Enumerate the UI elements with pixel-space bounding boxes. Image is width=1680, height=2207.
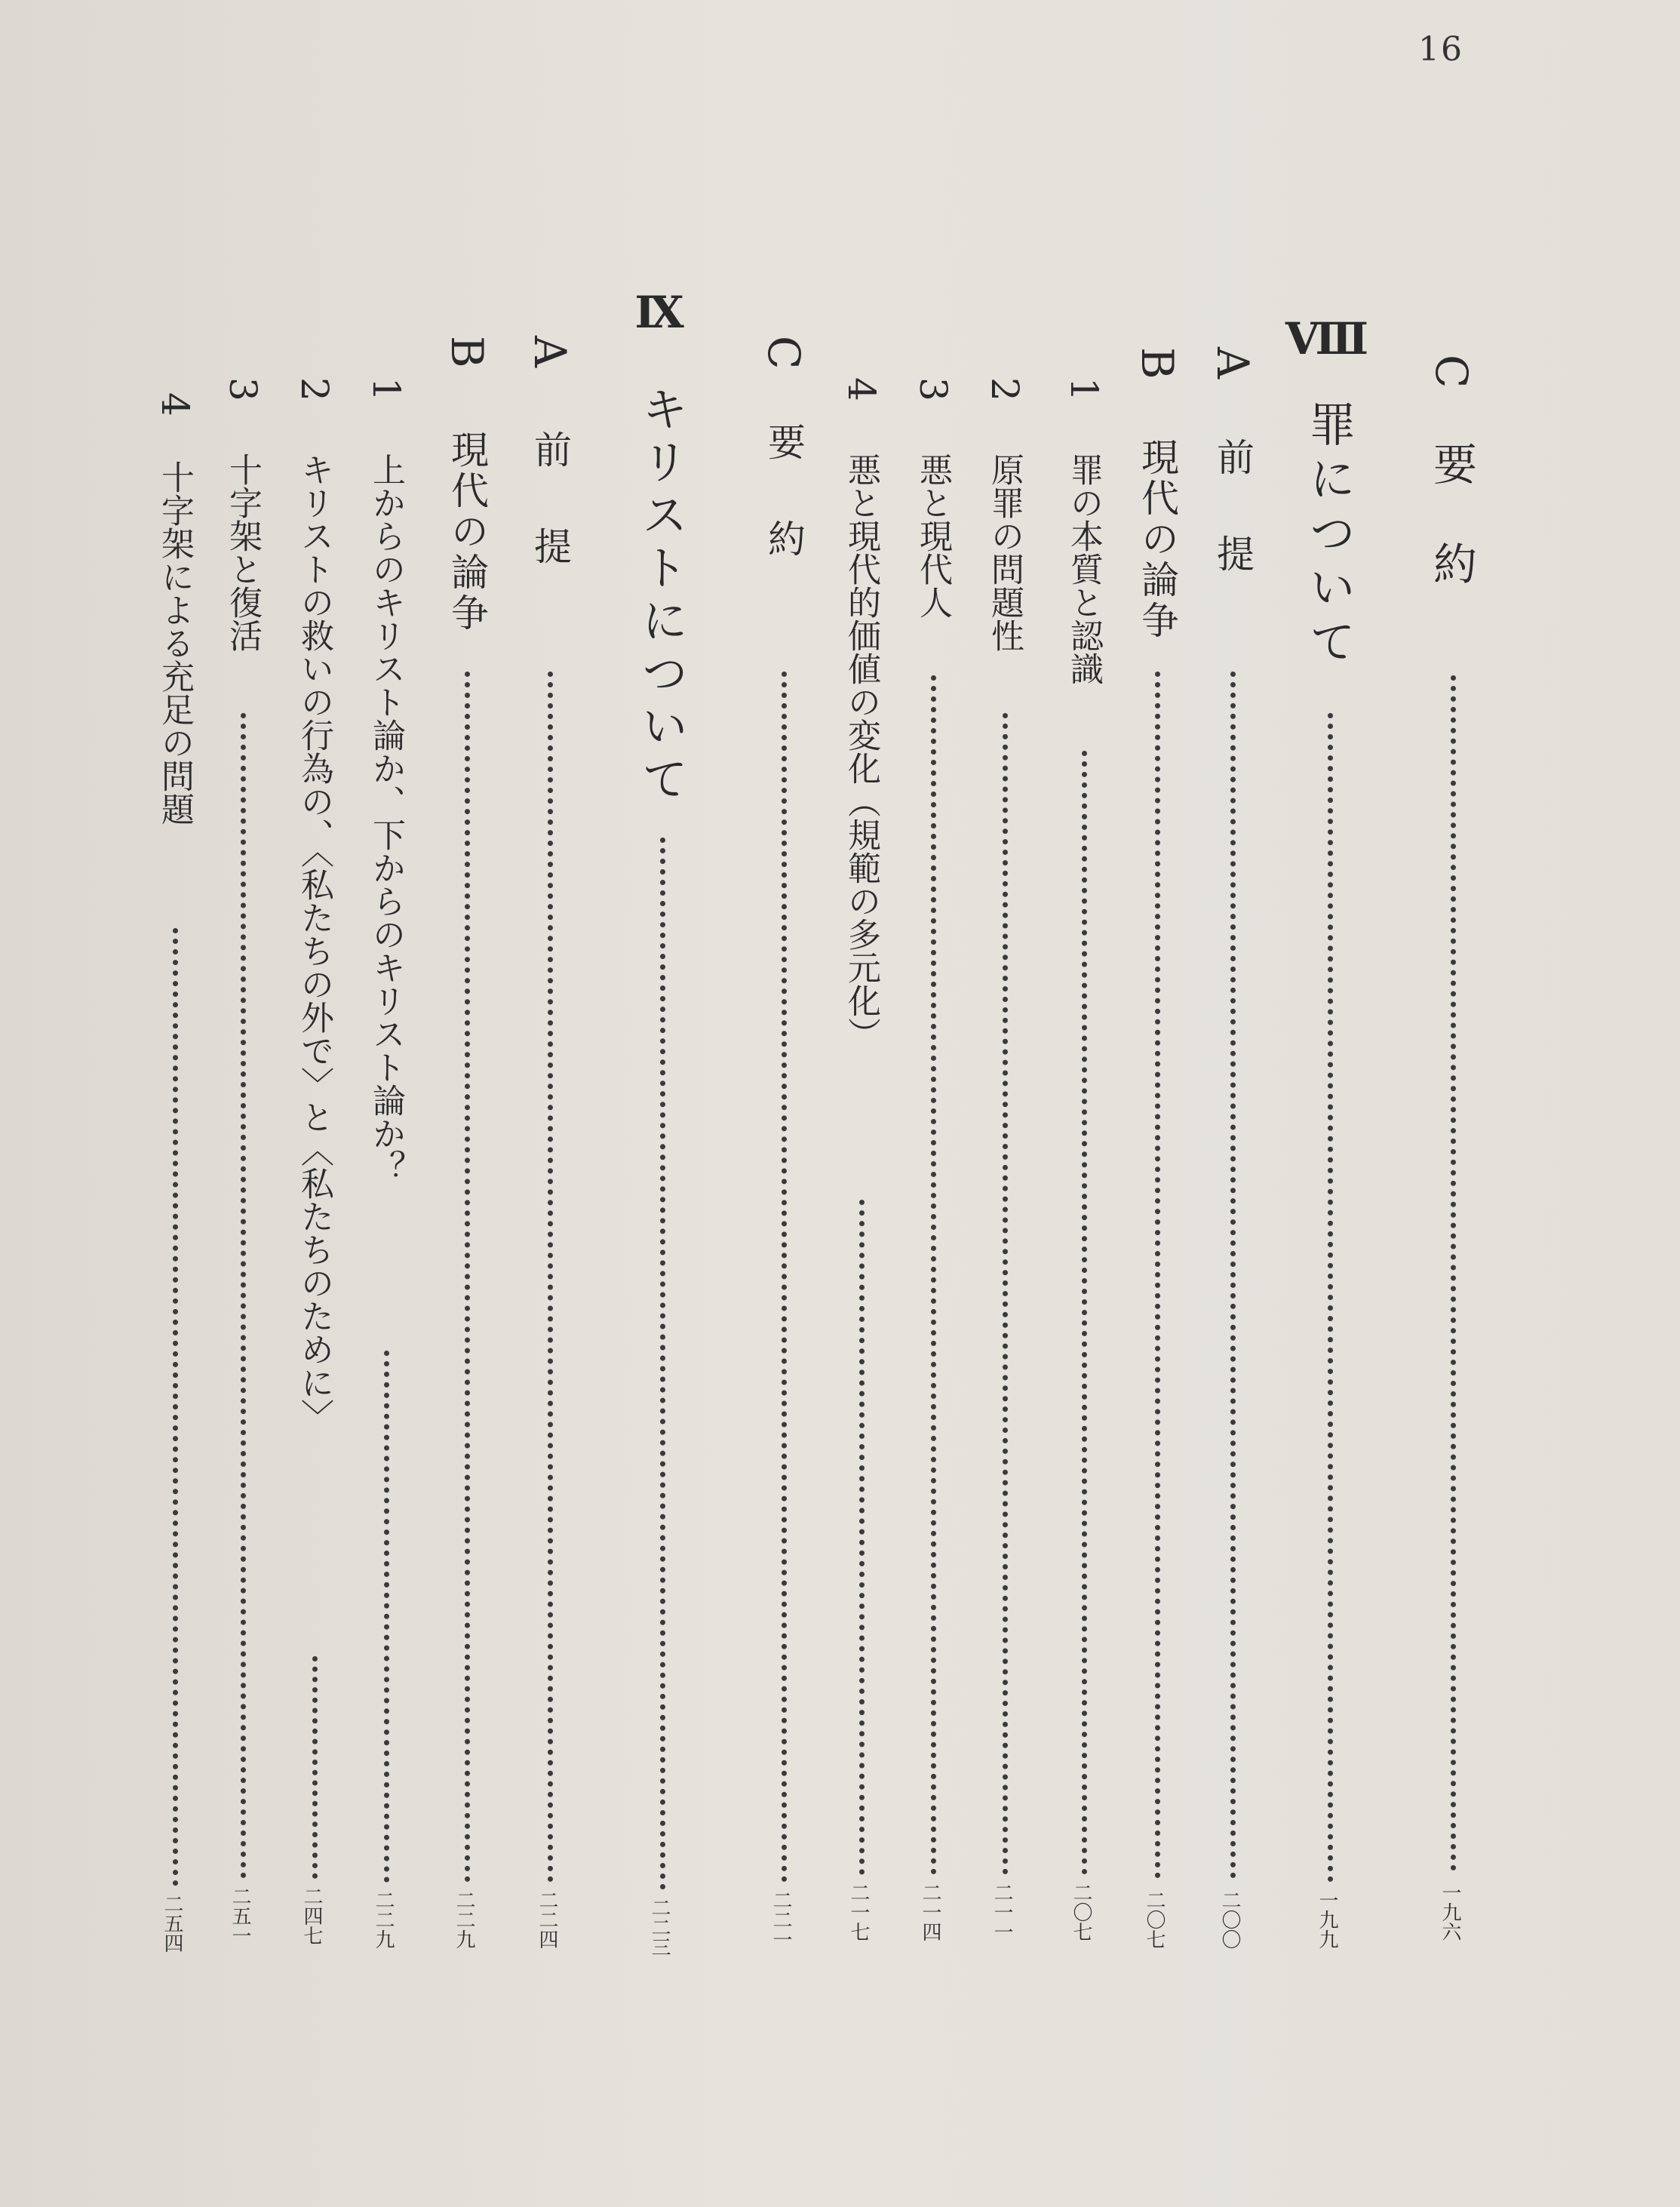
leader-dots (1003, 713, 1008, 1875)
entry-title: キリストの救いの行為の、〈私たちの外で〉と〈私たちのために〉 (295, 453, 333, 1432)
entry-page: 二二一 (769, 1890, 792, 1949)
entry-title: 前 提 (1211, 438, 1255, 582)
leader-dots (931, 675, 936, 1875)
entry-label: 3 (911, 377, 955, 401)
entry-title: 十字架による充足の問題 (155, 460, 194, 825)
entry-title: 罪の本質と認識 (1064, 453, 1103, 685)
chapter-title: キリストについて (634, 385, 689, 807)
entry-label: C (1426, 355, 1477, 389)
leader-dots (1082, 751, 1087, 1875)
entry-page: 二一四 (919, 1883, 941, 1941)
leader-dots (1328, 713, 1333, 1883)
entry-label: 1 (364, 377, 408, 401)
chapter-numeral: Ⅷ (1301, 313, 1353, 364)
entry-label: 4 (153, 392, 197, 417)
leader-dots (1155, 672, 1160, 1879)
leader-dots (548, 672, 553, 1883)
entry-title: 前 提 (528, 430, 572, 575)
chapter-numeral: Ⅸ (634, 287, 685, 338)
entry-title: 悪と現代人 (914, 453, 952, 619)
leader-dots (1451, 675, 1456, 1871)
entry-page: 二一一 (990, 1883, 1013, 1941)
entry-label: 2 (293, 377, 336, 401)
entry-page: 二〇〇 (1218, 1890, 1241, 1949)
leader-dots (312, 1656, 318, 1879)
entry-page: 一九九 (1316, 1890, 1338, 1949)
entry-page: 二〇七 (1070, 1883, 1092, 1941)
entry-title: 要 約 (762, 423, 806, 567)
entry-page: 二五一 (229, 1886, 251, 1945)
entry-page: 二五四 (161, 1894, 183, 1953)
entry-page: 二四七 (300, 1886, 323, 1945)
entry-page: 二二三 (648, 1898, 671, 1956)
entry-label: A (1207, 347, 1258, 379)
entry-label: A (524, 336, 576, 367)
leader-dots (384, 1351, 389, 1883)
entry-title: 現代の論争 (1135, 438, 1179, 641)
entry-page: 二二九 (453, 1890, 475, 1949)
leader-dots (465, 672, 470, 1883)
entry-label: 3 (221, 377, 265, 401)
entry-title: 原罪の問題性 (985, 453, 1024, 652)
leader-dots (173, 928, 178, 1886)
entry-page: 二二四 (536, 1890, 558, 1949)
entry-title: 上からのキリスト論か、下からのキリスト論か？ (367, 453, 405, 1183)
entry-page: 二〇七 (1143, 1890, 1166, 1949)
entry-label: 4 (840, 377, 883, 401)
entry-page: 一九六 (1439, 1883, 1461, 1941)
leader-dots (241, 713, 246, 1879)
entry-title: 要 約 (1426, 441, 1477, 591)
chapter-title: 罪について (1301, 400, 1356, 672)
entry-label: B (441, 336, 493, 368)
entry-label: 1 (1062, 377, 1106, 401)
leader-dots (1230, 672, 1236, 1879)
page-number: 16 (1418, 30, 1463, 69)
entry-label: B (1132, 347, 1183, 380)
entry-label: 2 (983, 377, 1027, 401)
entry-label: C (758, 336, 809, 370)
entry-title: 現代の論争 (445, 430, 489, 634)
entry-title: 悪と現代的価値の変化（規範の多元化） (842, 453, 880, 1050)
leader-dots (859, 1200, 865, 1875)
entry-title: 十字架と復活 (223, 453, 262, 652)
entry-page: 二二九 (372, 1890, 395, 1949)
entry-page: 二一七 (847, 1883, 870, 1941)
leader-dots (782, 672, 787, 1883)
leader-dots (660, 838, 665, 1890)
